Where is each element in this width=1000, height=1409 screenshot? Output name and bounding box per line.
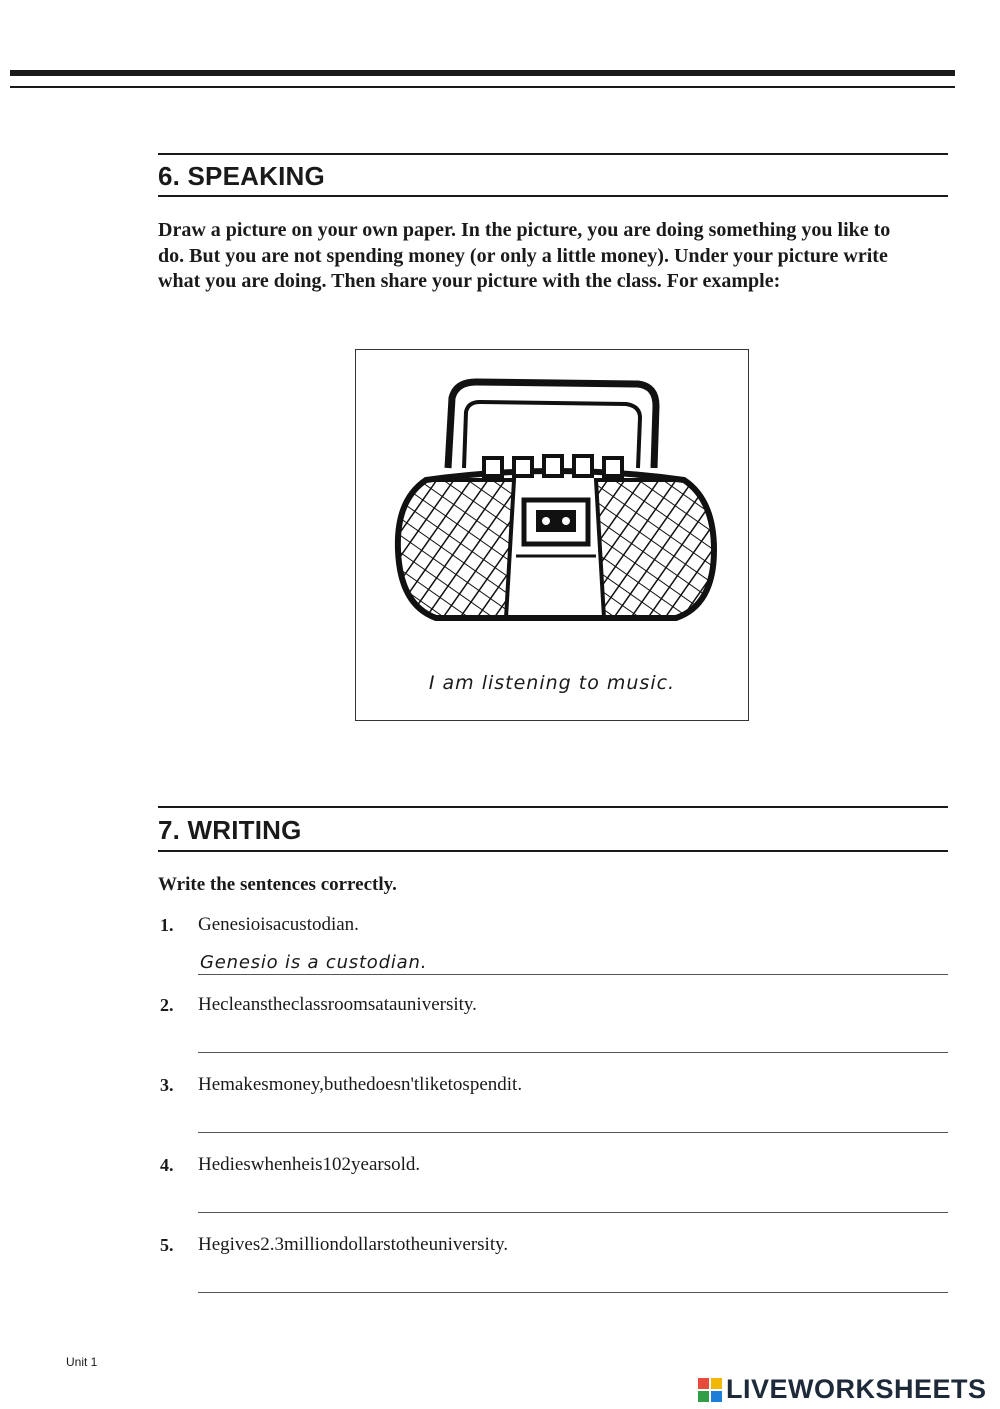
liveworksheets-brand[interactable] [698,1374,987,1405]
item-4-number: 4. [160,1155,174,1175]
writing-bottom-rule [158,850,948,852]
speaking-instructions: Draw a picture on your own paper. In the picture, you are doing something you like to do. But you are not spending money (or only a little money). Under your picture write what you are doing. Then share your picture with the class. For example: [158,219,891,292]
item-1-number: 1. [160,915,174,935]
liveworksheets-logo-icon [698,1378,722,1402]
item-1-answer-line[interactable] [198,974,948,975]
header-thin-rule [10,86,955,88]
item-1-answer-text: Genesio is a custodian. [200,952,428,973]
speaking-top-rule [158,153,948,155]
item-3-number: 3. [160,1075,174,1095]
boombox-illustration [356,350,746,670]
writing-section-title: 7. WRITING [158,815,302,845]
item-4-answer-line[interactable] [198,1212,948,1213]
item-2-answer-line[interactable] [198,1052,948,1053]
item-4-scrambled-text: Hedieswhenheis102yearsold. [198,1154,421,1175]
header-thick-rule [10,70,955,76]
item-2-scrambled-text: Hecleanstheclassroomsatauniversity. [198,994,477,1015]
item-5-scrambled-text: Hegives2.3milliondollarstotheuniversity. [198,1234,509,1255]
item-3-answer-line[interactable] [198,1132,948,1133]
speaking-bottom-rule [158,195,948,197]
item-1-scrambled-text: Genesioisacustodian. [198,914,359,935]
footer-unit-label: Unit 1 [66,1355,98,1369]
writing-top-rule [158,806,948,808]
example-picture-box [355,349,749,721]
example-caption: I am listening to music. [428,672,676,694]
brand-text: LIVEWORKSHEETS [726,1374,987,1404]
writing-instructions: Write the sentences correctly. [158,874,397,895]
item-3-scrambled-text: Hemakesmoney,buthedoesn'tliketospendit. [198,1074,523,1095]
item-5-number: 5. [160,1235,174,1255]
item-5-answer-line[interactable] [198,1292,948,1293]
item-2-number: 2. [160,995,174,1015]
speaking-section-title: 6. SPEAKING [158,161,325,191]
